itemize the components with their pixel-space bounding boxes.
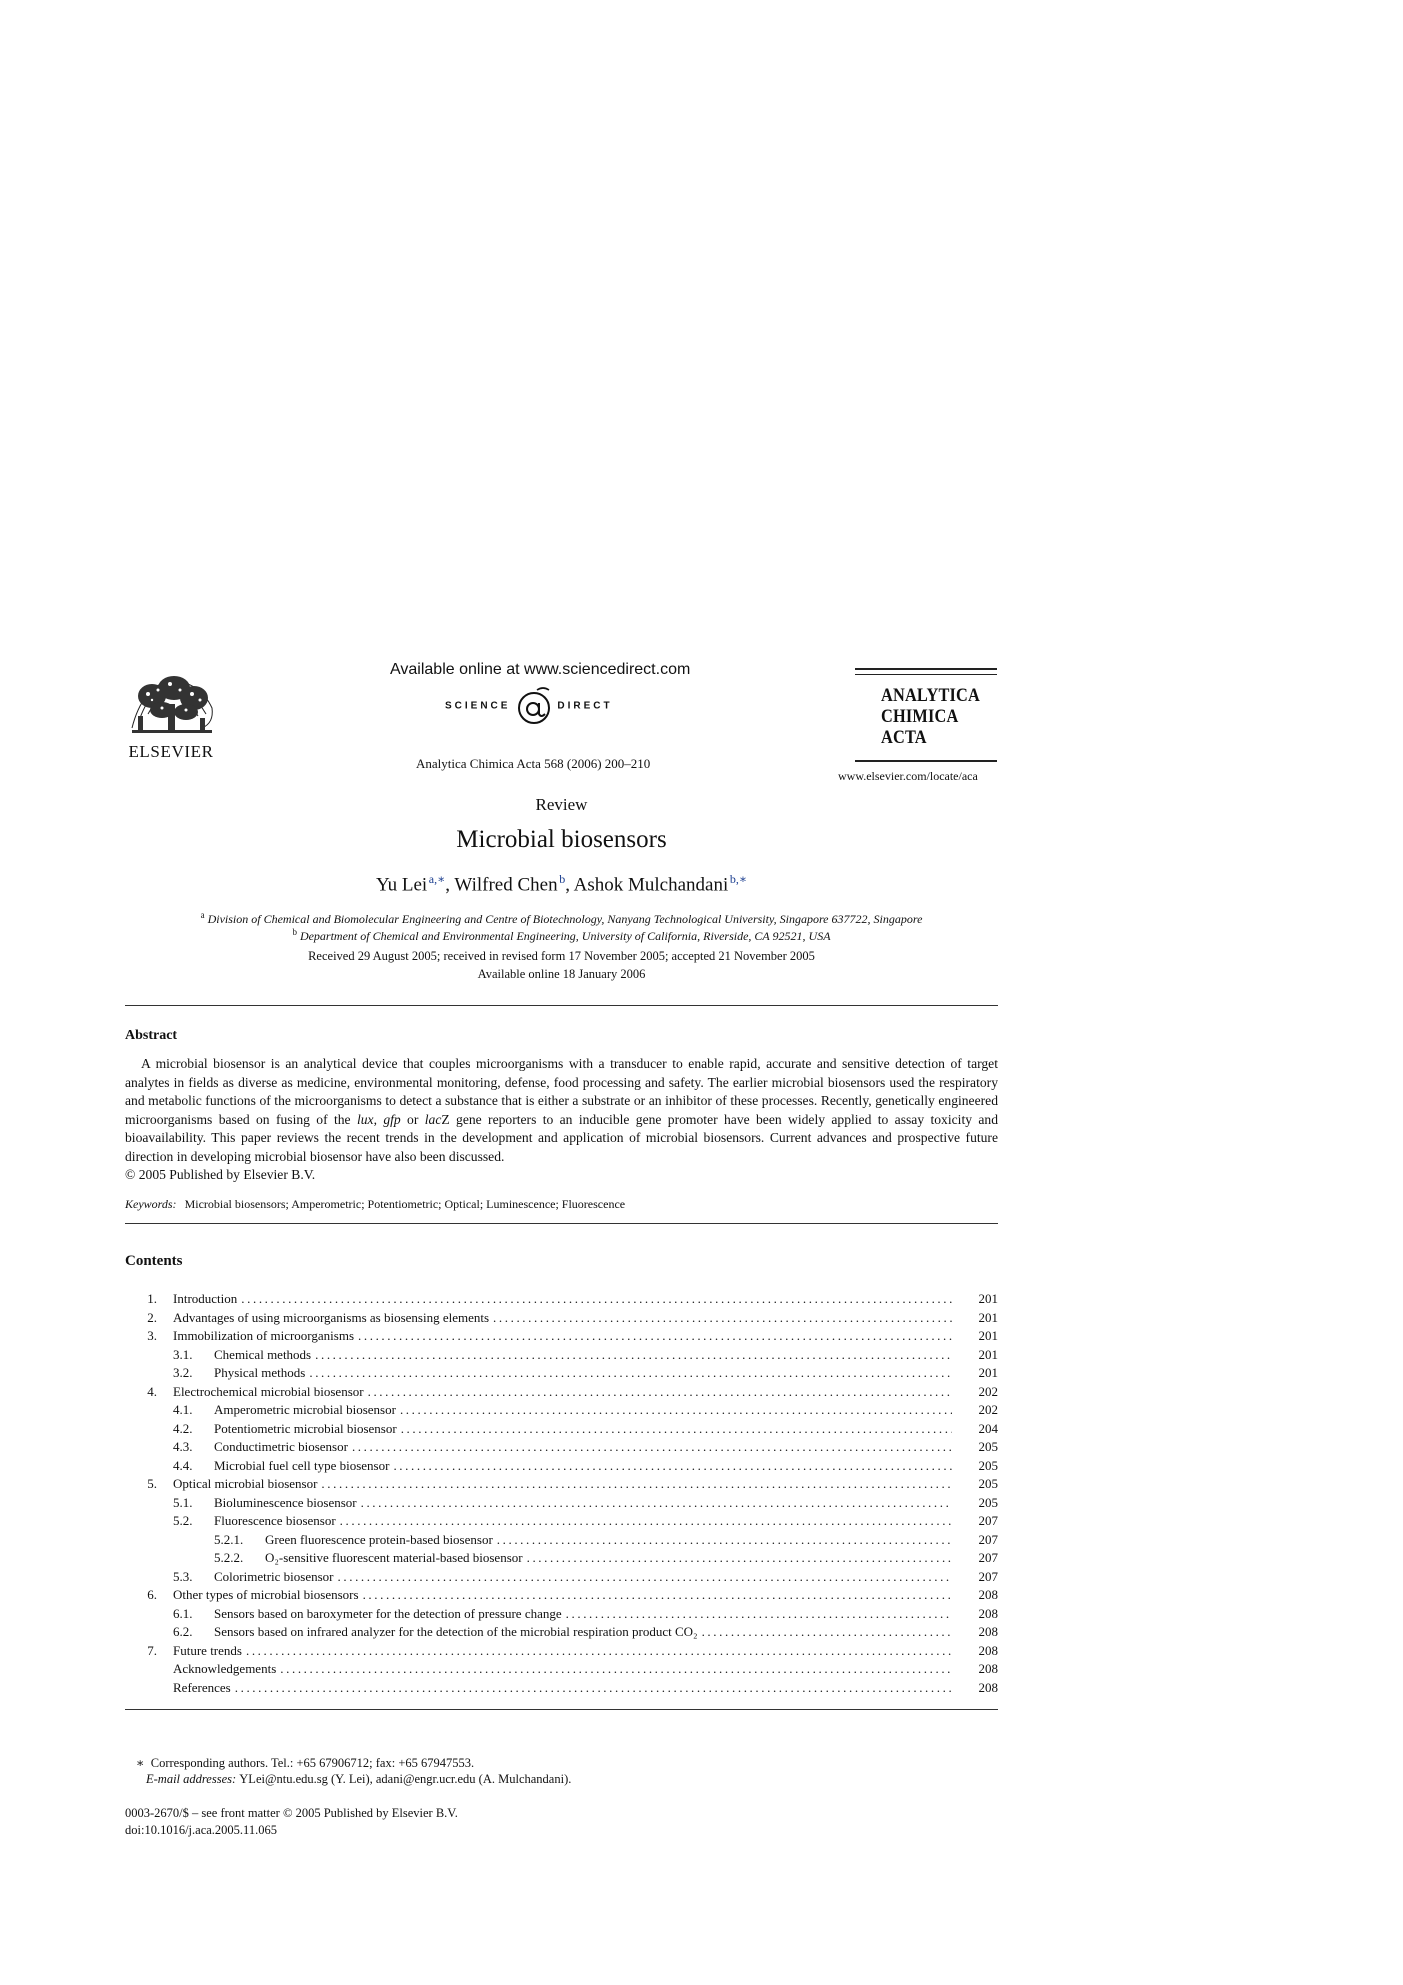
toc-number: 5.2.1. bbox=[214, 1531, 244, 1547]
toc-page: 201 bbox=[978, 1328, 998, 1343]
toc-entry[interactable] bbox=[125, 1679, 998, 1698]
toc-title: Optical microbial biosensor bbox=[173, 1476, 318, 1491]
toc-number: 4. bbox=[147, 1383, 157, 1399]
toc-leader bbox=[702, 1623, 952, 1642]
available-online-date: Available online 18 January 2006 bbox=[477, 967, 646, 981]
toc-number: 5.3. bbox=[173, 1568, 193, 1584]
toc-leader bbox=[352, 1438, 952, 1457]
keywords-label: Keywords: bbox=[125, 1197, 177, 1211]
abstract-text-part: or bbox=[400, 1111, 425, 1127]
abstract-paragraph bbox=[125, 1055, 998, 1166]
toc-entry[interactable] bbox=[125, 1290, 998, 1309]
author-affiliation-mark[interactable]: a,∗ bbox=[428, 872, 446, 886]
toc-entry[interactable] bbox=[125, 1494, 998, 1513]
abstract-copyright: © 2005 Published by Elsevier B.V. bbox=[125, 1167, 316, 1182]
toc-entry[interactable] bbox=[125, 1383, 998, 1402]
toc-page: 205 bbox=[978, 1439, 998, 1454]
toc-leader bbox=[527, 1549, 952, 1568]
toc-entry[interactable] bbox=[125, 1642, 998, 1661]
toc-leader bbox=[363, 1586, 952, 1605]
toc-page: 205 bbox=[978, 1494, 998, 1510]
toc-entry[interactable] bbox=[125, 1512, 998, 1531]
toc-number: 5.2.2. bbox=[214, 1550, 244, 1565]
journal-logo bbox=[855, 668, 997, 762]
toc-title: Fluorescence biosensor bbox=[214, 1513, 336, 1528]
sciencedirect-right-word: DIRECT bbox=[557, 700, 613, 712]
toc-number: 6.2. bbox=[173, 1624, 193, 1639]
article-history: Received 29 August 2005; received in revised form 17 November 2005; accepted 21 November 2005 bbox=[308, 949, 815, 963]
toc-page: 208 bbox=[978, 1642, 998, 1658]
journal-logo-line: CHIMICA bbox=[881, 706, 959, 727]
divider bbox=[125, 1223, 998, 1224]
footnote-text: Corresponding authors. Tel.: +65 67906712; fax: +65 67947553. bbox=[150, 1756, 475, 1770]
toc-leader bbox=[493, 1309, 952, 1328]
toc-leader bbox=[361, 1494, 952, 1513]
affiliation-text: Department of Chemical and Environmental Engineering, University of California, Riverside, CA 92521, USA bbox=[299, 929, 831, 943]
toc-entry[interactable] bbox=[125, 1420, 998, 1439]
journal-logo-rule bbox=[855, 668, 997, 670]
toc-entry[interactable] bbox=[125, 1586, 998, 1605]
toc-number: 4.2. bbox=[173, 1420, 193, 1436]
toc-page: 201 bbox=[978, 1365, 998, 1380]
toc-title: Introduction bbox=[173, 1291, 238, 1306]
toc-page: 207 bbox=[978, 1568, 998, 1584]
journal-url[interactable]: www.elsevier.com/locate/aca bbox=[838, 769, 978, 783]
author-name: Wilfred Chen bbox=[454, 874, 558, 896]
toc-entry[interactable] bbox=[125, 1475, 998, 1494]
author-affiliation-mark[interactable]: b bbox=[559, 872, 566, 886]
toc-number: 6.1. bbox=[173, 1605, 193, 1621]
affiliation-mark: a bbox=[200, 910, 205, 920]
journal-logo-rule bbox=[855, 674, 997, 675]
contents-heading: Contents bbox=[125, 1253, 183, 1269]
keywords-text: Microbial biosensors; Amperometric; Potentiometric; Optical; Luminescence; Fluorescence bbox=[184, 1197, 626, 1211]
toc-entry[interactable] bbox=[125, 1309, 998, 1328]
toc-number: 4.3. bbox=[173, 1439, 193, 1454]
doi-line[interactable]: doi:10.1016/j.aca.2005.11.065 bbox=[125, 1823, 277, 1837]
toc-title: Potentiometric microbial biosensor bbox=[214, 1420, 397, 1436]
affiliation-a bbox=[125, 910, 998, 927]
abstract-text-part: A microbial biosensor is an analytical device that couples microorganisms with a transducer to enable rapid, accurate and sensitive detection of target analytes in fields as diverse as medicine, environmental monitoring, defense, food processing and safety. The earlier microbial biosensors used the respiratory and metabolic functions of the microorganisms to detect a substance that is either a substrate or an inhibitor of these processes. Recently, genetically engineered microorganisms based on fusing of the bbox=[125, 1056, 998, 1127]
toc-page: 201 bbox=[978, 1291, 998, 1306]
toc-entry[interactable] bbox=[125, 1457, 998, 1476]
toc-page: 207 bbox=[978, 1513, 998, 1528]
toc-number: 3. bbox=[147, 1328, 157, 1343]
toc-leader bbox=[315, 1346, 952, 1365]
toc-leader bbox=[401, 1420, 952, 1439]
email-label: E-mail addresses: bbox=[146, 1772, 237, 1786]
toc-title: Conductimetric biosensor bbox=[214, 1439, 348, 1454]
divider bbox=[125, 1005, 998, 1006]
gene-suffix: Z bbox=[441, 1111, 450, 1127]
toc-leader bbox=[246, 1642, 952, 1661]
toc-entry[interactable] bbox=[125, 1531, 998, 1550]
footnote-mark: ∗ bbox=[136, 1756, 145, 1770]
toc-number: 2. bbox=[147, 1309, 157, 1325]
toc-leader bbox=[235, 1679, 952, 1698]
toc-leader bbox=[566, 1605, 952, 1624]
abstract-body bbox=[125, 1055, 998, 1185]
divider bbox=[125, 1709, 998, 1710]
toc-leader bbox=[338, 1568, 952, 1587]
toc-entry[interactable] bbox=[125, 1549, 998, 1568]
toc-leader bbox=[321, 1475, 952, 1494]
toc-page: 202 bbox=[978, 1383, 998, 1399]
toc-number: 6. bbox=[147, 1587, 157, 1602]
toc-leader bbox=[309, 1364, 952, 1383]
toc-page: 204 bbox=[978, 1420, 998, 1436]
abstract-heading: Abstract bbox=[125, 1028, 178, 1043]
journal-reference: Analytica Chimica Acta 568 (2006) 200–210 bbox=[416, 756, 651, 771]
abstract-text-part: , bbox=[373, 1111, 384, 1127]
toc-number: 5.2. bbox=[173, 1513, 193, 1528]
toc-leader bbox=[280, 1660, 952, 1679]
toc-title: References bbox=[173, 1679, 231, 1695]
toc-page: 207 bbox=[978, 1531, 998, 1547]
toc-title: Colorimetric biosensor bbox=[214, 1568, 334, 1584]
toc-title: Physical methods bbox=[214, 1365, 306, 1380]
toc-page: 205 bbox=[978, 1457, 998, 1473]
elsevier-tree-icon bbox=[122, 668, 220, 740]
toc-title: Acknowledgements bbox=[173, 1661, 277, 1676]
affiliation-text: Division of Chemical and Biomolecular Engineering and Centre of Biotechnology, Nanyang Technological University, Singapore 637722, Singapore bbox=[207, 912, 923, 926]
author-list: Yu Lei $^{a,∗}$, Wilfred Chen $^b$, Ashok Mulchandani $^{b,∗}$ bbox=[375, 872, 748, 896]
toc-page: 208 bbox=[978, 1587, 998, 1602]
toc-title: Advantages of using microorganisms as biosensing elements bbox=[173, 1309, 490, 1325]
elsevier-logo bbox=[122, 668, 220, 762]
toc-entry[interactable] bbox=[125, 1364, 998, 1383]
toc-number: 3.2. bbox=[173, 1365, 193, 1380]
toc-page: 208 bbox=[978, 1605, 998, 1621]
toc-page: 208 bbox=[978, 1679, 998, 1695]
toc-entry[interactable] bbox=[125, 1327, 998, 1346]
toc-leader bbox=[241, 1290, 952, 1309]
author-name: Yu Lei bbox=[375, 874, 428, 896]
toc-page: 202 bbox=[978, 1402, 998, 1417]
toc-leader bbox=[393, 1457, 952, 1476]
toc-number: 7. bbox=[147, 1642, 157, 1658]
toc-title: Bioluminescence biosensor bbox=[214, 1494, 357, 1510]
toc-title: Electrochemical microbial biosensor bbox=[173, 1383, 364, 1399]
toc-page: 205 bbox=[978, 1476, 998, 1491]
toc-entry[interactable] bbox=[125, 1401, 998, 1420]
toc-page: 207 bbox=[978, 1550, 998, 1565]
toc-leader bbox=[497, 1531, 952, 1550]
toc-leader bbox=[368, 1383, 952, 1402]
affiliation-mark: b bbox=[292, 927, 297, 937]
toc-title: Future trends bbox=[173, 1642, 242, 1658]
table-of-contents bbox=[125, 1290, 998, 1697]
toc-page: 208 bbox=[978, 1624, 998, 1639]
toc-number: 4.4. bbox=[173, 1457, 193, 1473]
toc-number: 1. bbox=[147, 1291, 157, 1306]
toc-number: 3.1. bbox=[173, 1346, 193, 1362]
toc-leader bbox=[400, 1401, 952, 1420]
gene-name: lux bbox=[356, 1111, 374, 1127]
toc-entry[interactable] bbox=[125, 1346, 998, 1365]
journal-logo-rule bbox=[855, 760, 997, 762]
toc-title: Amperometric microbial biosensor bbox=[214, 1402, 396, 1417]
toc-number: 5.1. bbox=[173, 1494, 193, 1510]
toc-title: Immobilization of microorganisms bbox=[173, 1328, 355, 1343]
sciencedirect-at-icon bbox=[515, 686, 553, 726]
sciencedirect-left-word: SCIENCE bbox=[445, 700, 511, 712]
author-name: Ashok Mulchandani bbox=[573, 874, 729, 896]
gene-name: lac bbox=[424, 1111, 442, 1127]
sciencedirect-logo bbox=[445, 686, 613, 726]
toc-number: 4.1. bbox=[173, 1402, 193, 1417]
article-type: Review bbox=[535, 795, 588, 814]
toc-page: 201 bbox=[978, 1346, 998, 1362]
toc-entry[interactable] bbox=[125, 1605, 998, 1624]
toc-entry[interactable] bbox=[125, 1623, 998, 1642]
gene-name: gfp bbox=[383, 1111, 401, 1127]
toc-entry[interactable] bbox=[125, 1438, 998, 1457]
affiliation-b bbox=[125, 927, 998, 944]
author-affiliation-mark[interactable]: b,∗ bbox=[729, 872, 748, 886]
keywords-line bbox=[125, 1197, 625, 1212]
journal-logo-line: ACTA bbox=[881, 727, 927, 748]
toc-title: Green fluorescence protein-based biosensor bbox=[265, 1531, 493, 1547]
article-title: Microbial biosensors bbox=[456, 826, 667, 853]
toc-leader bbox=[340, 1512, 952, 1531]
corresponding-author-footnote bbox=[136, 1755, 474, 1771]
front-matter-line: 0003-2670/$ – see front matter © 2005 Published by Elsevier B.V. bbox=[125, 1806, 458, 1820]
journal-logo-line: ANALYTICA bbox=[881, 685, 981, 706]
available-online-text: Available online at www.sciencedirect.com bbox=[390, 661, 691, 678]
toc-title: Microbial fuel cell type biosensor bbox=[214, 1457, 390, 1473]
abstract-text-part: gene reporters to an inducible gene promoter have been widely applied to assay toxicity and bioavailability. This paper reviews the recent trends in the development and application of microbial biosensors. Current advances and prospective future direction in developing microbial biosensor have also been discussed. bbox=[125, 1111, 998, 1164]
toc-leader bbox=[358, 1327, 952, 1346]
email-addresses[interactable]: YLei@ntu.edu.sg (Y. Lei), adani@engr.ucr.edu (A. Mulchandani). bbox=[239, 1772, 572, 1786]
toc-entry[interactable] bbox=[125, 1660, 998, 1679]
toc-number: 5. bbox=[147, 1476, 157, 1491]
toc-title: Other types of microbial biosensors bbox=[173, 1587, 359, 1602]
toc-title: Sensors based on baroxymeter for the detection of pressure change bbox=[214, 1605, 562, 1621]
email-footnote bbox=[146, 1772, 571, 1787]
toc-title: Sensors based on infrared analyzer for the detection of the microbial respiration product CO₂ bbox=[214, 1624, 698, 1639]
toc-entry[interactable] bbox=[125, 1568, 998, 1587]
publisher-name: ELSEVIER bbox=[128, 742, 214, 761]
toc-page: 201 bbox=[978, 1309, 998, 1325]
toc-page: 208 bbox=[978, 1661, 998, 1676]
toc-title: O₂-sensitive fluorescent material-based biosensor bbox=[265, 1550, 523, 1565]
journal-logo-title bbox=[881, 685, 981, 748]
toc-title: Chemical methods bbox=[214, 1346, 312, 1362]
